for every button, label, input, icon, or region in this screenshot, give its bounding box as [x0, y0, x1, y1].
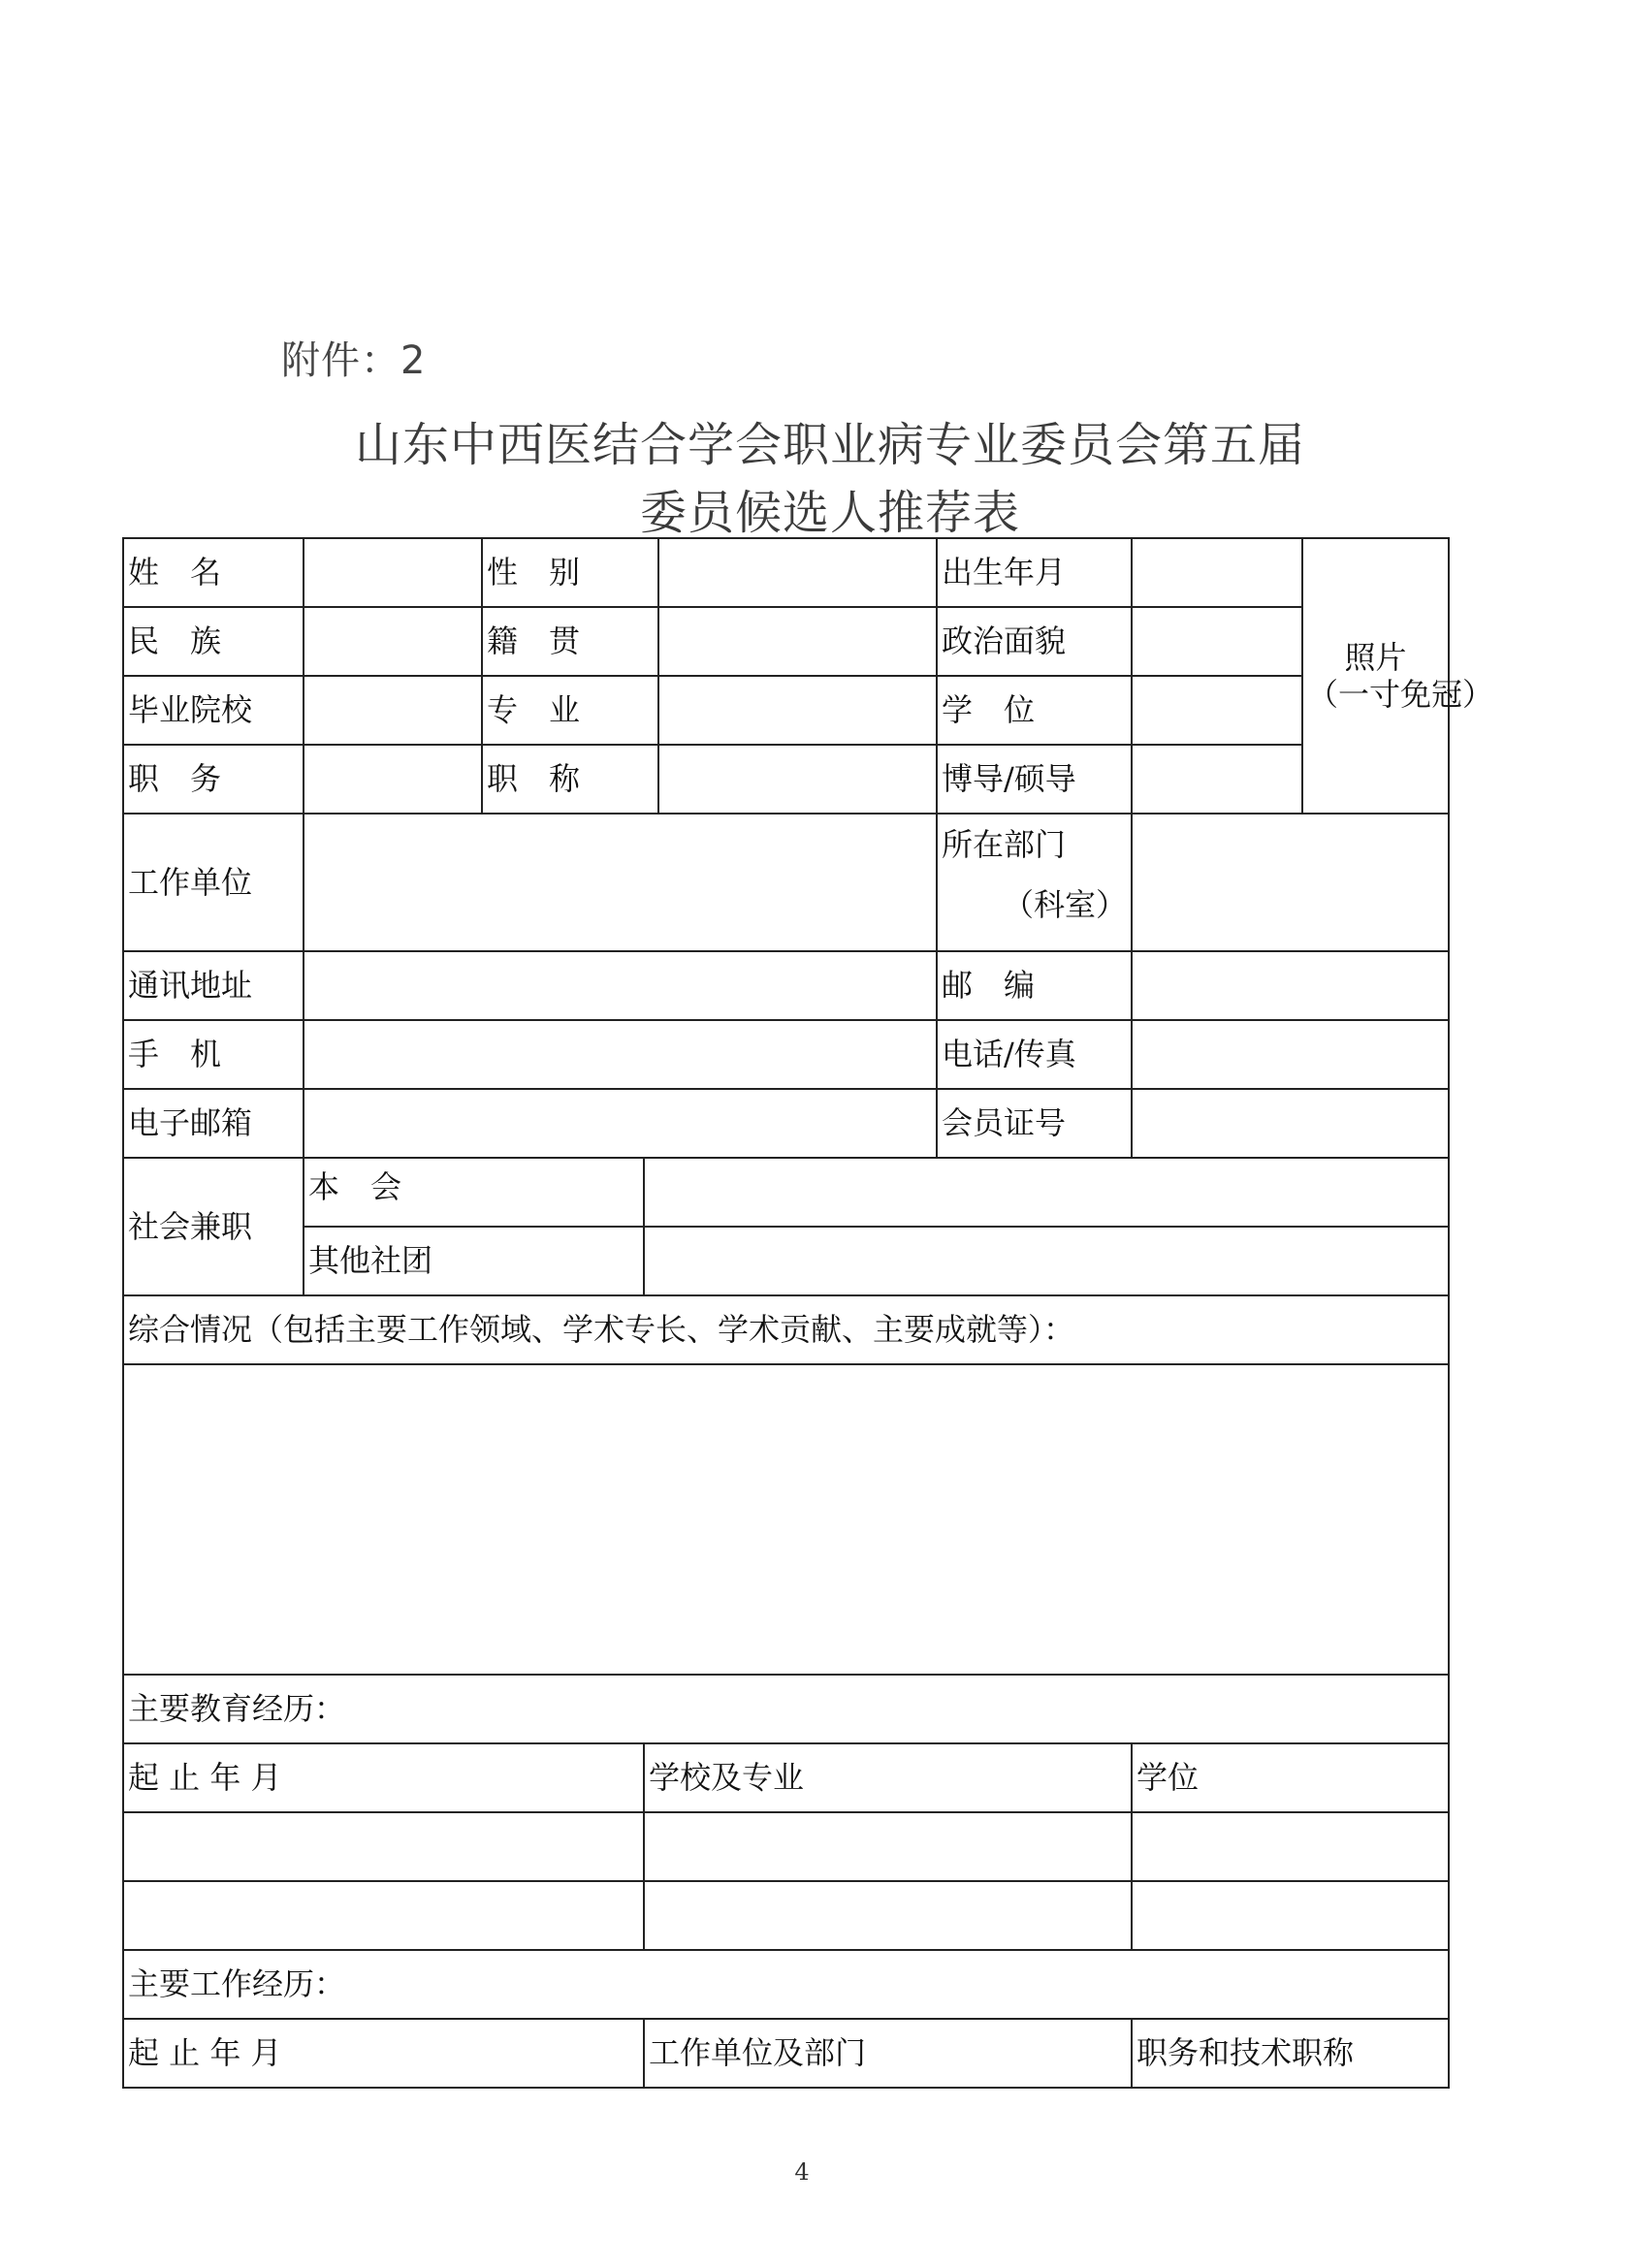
field-major[interactable]	[658, 676, 937, 745]
label-position: 职 务	[123, 745, 304, 814]
row-social-other	[123, 1227, 1449, 1295]
row-work-columns	[123, 2019, 1449, 2088]
education-col-period: 起 止 年 月	[123, 1743, 644, 1812]
label-address: 通讯地址	[123, 951, 304, 1020]
field-political-status[interactable]	[1132, 607, 1302, 676]
field-this-society[interactable]	[644, 1158, 1449, 1227]
annex-label: 附件：2	[281, 338, 427, 383]
field-gender[interactable]	[658, 538, 937, 607]
field-workplace[interactable]	[304, 814, 937, 951]
label-major: 专 业	[482, 676, 658, 745]
row-ethnicity	[123, 607, 1449, 676]
row-address	[123, 951, 1449, 1020]
label-degree: 学 位	[937, 676, 1132, 745]
field-name[interactable]	[304, 538, 482, 607]
label-native-place: 籍 贯	[482, 607, 658, 676]
field-supervisor[interactable]	[1132, 745, 1302, 814]
field-position[interactable]	[304, 745, 482, 814]
field-native-place[interactable]	[658, 607, 937, 676]
row-workplace	[123, 814, 1449, 951]
label-supervisor: 博导/硕导	[937, 745, 1132, 814]
field-education-degree[interactable]	[1132, 1812, 1449, 1881]
field-member-no[interactable]	[1132, 1089, 1449, 1158]
row-summary-label	[123, 1295, 1449, 1364]
field-education-degree[interactable]	[1132, 1881, 1449, 1950]
row-name	[123, 538, 1449, 607]
field-email[interactable]	[304, 1089, 937, 1158]
photo-box[interactable]	[1302, 538, 1494, 814]
row-work-heading	[123, 1950, 1449, 2019]
row-position	[123, 745, 1449, 814]
row-school	[123, 676, 1449, 745]
field-phone-fax[interactable]	[1132, 1020, 1449, 1089]
row-mobile	[123, 1020, 1449, 1089]
label-department-line2: （科室）	[1003, 886, 1128, 924]
label-this-society: 本 会	[304, 1158, 644, 1227]
label-title: 职 称	[482, 745, 658, 814]
form-title-line2: 委员候选人推荐表	[639, 486, 1020, 540]
field-education-period[interactable]	[123, 1812, 644, 1881]
label-school: 毕业院校	[123, 676, 304, 745]
recommendation-form	[122, 537, 1494, 2089]
photo-label: 照片	[1344, 638, 1407, 676]
field-education-school[interactable]	[644, 1881, 1132, 1950]
field-degree[interactable]	[1132, 676, 1302, 745]
work-col-unit: 工作单位及部门	[644, 2019, 1132, 2088]
field-postcode[interactable]	[1132, 951, 1449, 1020]
label-social-roles: 社会兼职	[123, 1158, 304, 1295]
form-title-line1: 山东中西医结合学会职业病专业委员会第五届	[354, 418, 1305, 472]
field-ethnicity[interactable]	[304, 607, 482, 676]
field-other-societies[interactable]	[644, 1227, 1449, 1295]
label-phone-fax: 电话/传真	[937, 1020, 1132, 1089]
education-col-school: 学校及专业	[644, 1743, 1132, 1812]
field-mobile[interactable]	[304, 1020, 937, 1089]
label-birth: 出生年月	[937, 538, 1132, 607]
label-political-status: 政治面貌	[937, 607, 1132, 676]
label-department-line1: 所在部门	[942, 826, 1067, 863]
field-title[interactable]	[658, 745, 937, 814]
row-summary-field	[123, 1364, 1449, 1675]
work-heading: 主要工作经历：	[123, 1950, 1449, 2019]
photo-size-note: （一寸免冠）	[1307, 676, 1494, 713]
label-summary: 综合情况（包括主要工作领域、学术专长、学术贡献、主要成就等）：	[123, 1295, 1449, 1364]
row-education-entry	[123, 1812, 1449, 1881]
field-education-school[interactable]	[644, 1812, 1132, 1881]
row-education-columns	[123, 1743, 1449, 1812]
label-workplace: 工作单位	[123, 814, 304, 951]
label-ethnicity: 民 族	[123, 607, 304, 676]
field-birth[interactable]	[1132, 538, 1302, 607]
label-email: 电子邮箱	[123, 1089, 304, 1158]
label-postcode: 邮 编	[937, 951, 1132, 1020]
field-address[interactable]	[304, 951, 937, 1020]
field-school[interactable]	[304, 676, 482, 745]
row-education-entry	[123, 1881, 1449, 1950]
label-other-societies: 其他社团	[304, 1227, 644, 1295]
label-name: 姓 名	[123, 538, 304, 607]
field-department[interactable]	[1132, 814, 1449, 951]
label-gender: 性 别	[482, 538, 658, 607]
row-email	[123, 1089, 1449, 1158]
work-col-period: 起 止 年 月	[123, 2019, 644, 2088]
education-heading: 主要教育经历：	[123, 1675, 1449, 1743]
label-member-no: 会员证号	[937, 1089, 1132, 1158]
field-education-period[interactable]	[123, 1881, 644, 1950]
education-col-degree: 学位	[1132, 1743, 1449, 1812]
row-social-this	[123, 1158, 1449, 1227]
field-summary[interactable]	[123, 1364, 1449, 1675]
label-mobile: 手 机	[123, 1020, 304, 1089]
row-education-heading	[123, 1675, 1449, 1743]
label-department	[937, 814, 1132, 951]
work-col-title: 职务和技术职称	[1132, 2019, 1449, 2088]
page-number: 4	[794, 2158, 810, 2186]
